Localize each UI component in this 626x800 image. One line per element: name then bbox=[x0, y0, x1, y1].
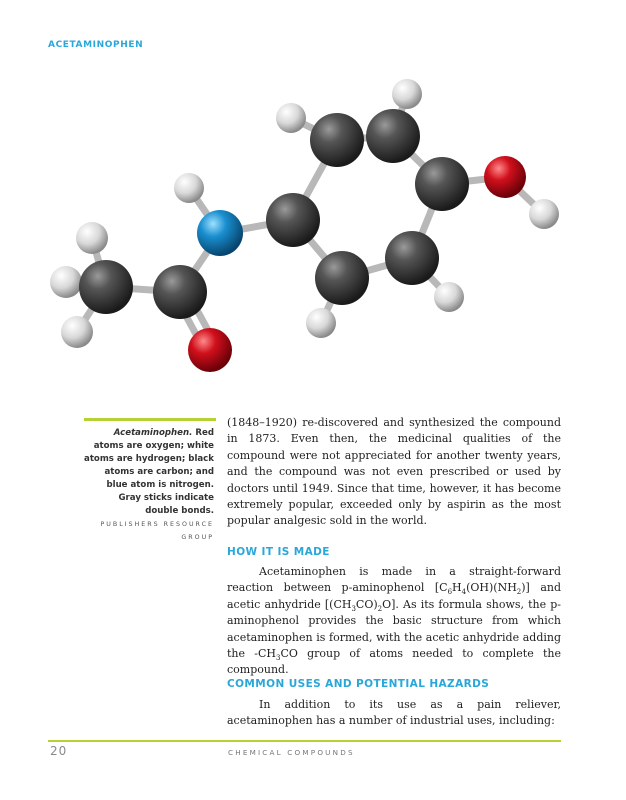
heading-common-uses: COMMON USES AND POTENTIAL HAZARDS bbox=[227, 678, 490, 690]
hydrogen-atom bbox=[306, 308, 336, 338]
molecule-atoms bbox=[50, 79, 559, 372]
carbon-atom bbox=[310, 113, 364, 167]
heading-how-it-is-made: HOW IT IS MADE bbox=[227, 546, 330, 558]
how-it-is-made-paragraph: Acetaminophen is made in a straight-forward reaction between p-aminophenol $[C_6H_4(OH)(NH_2)]$ and acetic anhydride $[(CH_3CO)_2O]$. As its formula shows, the p-aminophenol provides the basic structure from which acetaminophen is formed, with the acetic anhydride adding the $-CH_3CO$ group of atoms needed to complete the compound. bbox=[227, 565, 561, 677]
hydrogen-atom bbox=[276, 103, 306, 133]
running-head: ACETAMINOPHEN bbox=[48, 40, 144, 50]
nitrogen-atom bbox=[197, 210, 243, 256]
hydrogen-atom bbox=[174, 173, 204, 203]
hydrogen-atom bbox=[392, 79, 422, 109]
hydrogen-atom bbox=[76, 222, 108, 254]
carbon-atom bbox=[415, 157, 469, 211]
oxygen-atom bbox=[188, 328, 232, 372]
intro-paragraph: (1848–1920) re-discovered and synthesized the compound in 1873. Even then, the medicinal qualities of the compound were not appreciated for another twenty years, and the compound was not even prescribed or used by doctors until 1949. Since that time, however, it has become extremely popular, exceeded only by aspirin as the most popular analgesic sold in the world. bbox=[227, 416, 561, 528]
caption-credit: PUBLISHERS RESOURCE GROUP bbox=[100, 521, 214, 541]
carbon-atom bbox=[315, 251, 369, 305]
hydrogen-atom bbox=[529, 199, 559, 229]
page-number: 20 bbox=[50, 744, 68, 758]
carbon-atom bbox=[79, 260, 133, 314]
footer-rule bbox=[48, 740, 561, 742]
hydrogen-atom bbox=[434, 282, 464, 312]
caption-title: Acetaminophen. bbox=[113, 428, 193, 438]
carbon-atom bbox=[385, 231, 439, 285]
caption-rule bbox=[84, 418, 216, 421]
caption-text: Red atoms are oxygen; white atoms are hydrogen; black atoms are carbon; and blue atom is nitrogen. Gray sticks indicate double bonds. bbox=[84, 428, 214, 516]
common-uses-paragraph: In addition to its use as a pain reliever, acetaminophen has a number of industrial uses, including: bbox=[227, 698, 561, 728]
carbon-atom bbox=[153, 265, 207, 319]
carbon-atom bbox=[366, 109, 420, 163]
oxygen-atom bbox=[484, 156, 526, 198]
figure-caption bbox=[84, 427, 214, 544]
carbon-atom bbox=[266, 193, 320, 247]
hydrogen-atom bbox=[50, 266, 82, 298]
hydrogen-atom bbox=[61, 316, 93, 348]
footer-book-title: CHEMICAL COMPOUNDS bbox=[228, 748, 355, 757]
